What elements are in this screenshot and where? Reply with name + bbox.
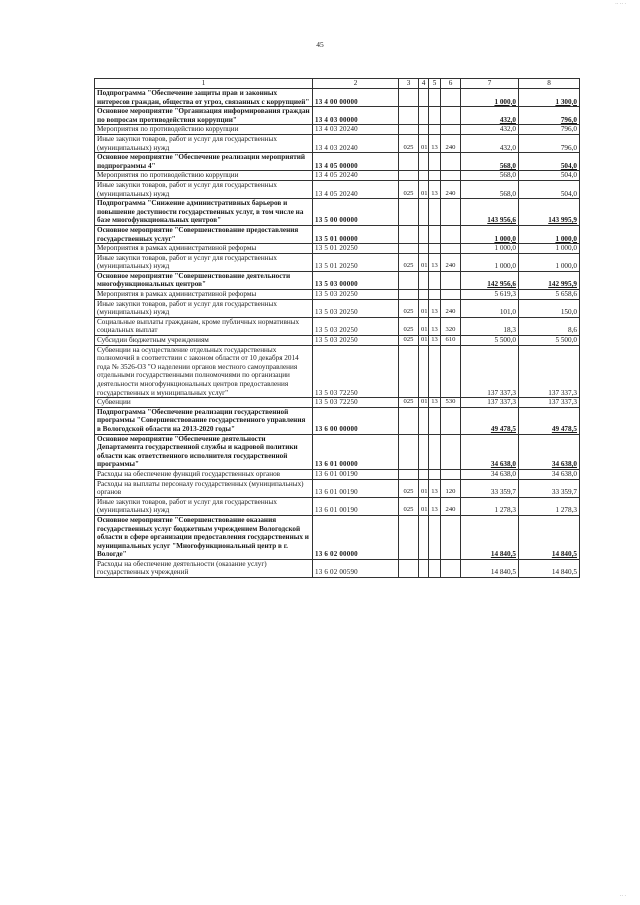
row-name-cell: Иные закупки товаров, работ и услуг для государственных (муниципальных) нужд (95, 253, 313, 271)
row-subsection-code-cell (429, 225, 441, 243)
row-amount-year2-cell: 33 359,7 (519, 479, 580, 497)
row-ministry-code-cell: 025 (399, 497, 419, 515)
row-amount-year2-cell: 1 000,0 (519, 244, 580, 254)
row-amount-year1-cell: 432,0 (461, 125, 519, 135)
row-amount-year1-cell: 1 000,0 (461, 244, 519, 254)
row-target-code-cell: 13 4 03 20240 (313, 125, 399, 135)
row-section-code-cell: 01 (419, 479, 429, 497)
table-row (95, 153, 580, 171)
row-ministry-code-cell: 025 (399, 299, 419, 317)
row-ministry-code-cell (399, 225, 419, 243)
row-ministry-code-cell (399, 171, 419, 181)
row-section-code-cell (419, 171, 429, 181)
row-amount-year2-cell: 5 500,0 (519, 336, 580, 346)
row-expense-type-cell (441, 89, 461, 107)
row-name-cell: Мероприятия в рамках административной реформы (95, 290, 313, 300)
row-amount-year2-cell: 137 337,3 (519, 345, 580, 398)
table-row (95, 134, 580, 152)
row-target-code-cell: 13 5 01 20250 (313, 244, 399, 254)
row-target-code-cell: 13 6 01 00000 (313, 434, 399, 469)
row-expense-type-cell (441, 244, 461, 254)
row-target-code-cell: 13 6 00 00000 (313, 407, 399, 434)
row-target-code-cell: 13 4 03 20240 (313, 134, 399, 152)
row-amount-year2-cell: 504,0 (519, 153, 580, 171)
table-row (95, 515, 580, 559)
row-amount-year1-cell: 101,0 (461, 299, 519, 317)
table-row (95, 125, 580, 135)
column-header: 2 (313, 79, 399, 89)
row-amount-year2-cell: 137 337,3 (519, 398, 580, 408)
row-ministry-code-cell: 025 (399, 398, 419, 408)
row-expense-type-cell (441, 225, 461, 243)
row-subsection-code-cell (429, 290, 441, 300)
row-amount-year2-cell: 1 300,0 (519, 89, 580, 107)
row-expense-type-cell (441, 271, 461, 289)
column-header: 1 (95, 79, 313, 89)
row-ministry-code-cell: 025 (399, 317, 419, 335)
row-expense-type-cell (441, 559, 461, 577)
row-subsection-code-cell: 13 (429, 180, 441, 198)
row-target-code-cell: 13 6 02 00590 (313, 559, 399, 577)
budget-table (94, 78, 580, 578)
row-subsection-code-cell (429, 199, 441, 226)
row-target-code-cell: 13 6 02 00000 (313, 515, 399, 559)
row-ministry-code-cell (399, 244, 419, 254)
row-expense-type-cell: 610 (441, 336, 461, 346)
row-name-cell: Основное мероприятие "Совершенствование оказания государственных услуг бюджетным учреждением Вологодской области в сфере организации предоставления государственных и муниципальных услуг "Многофункциональный центр в г. Вологде" (95, 515, 313, 559)
row-amount-year1-cell: 432,0 (461, 107, 519, 125)
table-row (95, 199, 580, 226)
row-name-cell: Мероприятия по противодействию коррупции (95, 171, 313, 181)
row-name-cell: Подпрограмма "Снижение административных барьеров и повышение доступности государственных услуг, в том числе на базе многофункциональных центров" (95, 199, 313, 226)
row-ministry-code-cell (399, 153, 419, 171)
column-header: 4 (419, 79, 429, 89)
row-ministry-code-cell: 025 (399, 253, 419, 271)
row-amount-year2-cell: 504,0 (519, 180, 580, 198)
row-section-code-cell: 01 (419, 497, 429, 515)
row-name-cell: Основное мероприятие "Обеспечение деятельности Департамента государственной службы и кадровой политики области как ответственного исполнителя государственной программы" (95, 434, 313, 469)
table-row (95, 171, 580, 181)
row-subsection-code-cell: 13 (429, 253, 441, 271)
row-name-cell: Иные закупки товаров, работ и услуг для государственных (муниципальных) нужд (95, 497, 313, 515)
row-subsection-code-cell (429, 244, 441, 254)
row-expense-type-cell: 320 (441, 317, 461, 335)
row-amount-year2-cell: 796,0 (519, 107, 580, 125)
row-name-cell: Субсидии бюджетным учреждениям (95, 336, 313, 346)
row-amount-year2-cell: 150,0 (519, 299, 580, 317)
row-target-code-cell: 13 5 03 20250 (313, 336, 399, 346)
row-expense-type-cell: 240 (441, 180, 461, 198)
row-expense-type-cell (441, 515, 461, 559)
row-amount-year2-cell: 1 000,0 (519, 253, 580, 271)
row-amount-year1-cell: 568,0 (461, 180, 519, 198)
row-expense-type-cell: 240 (441, 134, 461, 152)
row-expense-type-cell: 530 (441, 398, 461, 408)
row-ministry-code-cell (399, 515, 419, 559)
row-section-code-cell (419, 125, 429, 135)
row-expense-type-cell (441, 107, 461, 125)
row-subsection-code-cell: 13 (429, 299, 441, 317)
column-header: 8 (519, 79, 580, 89)
row-amount-year1-cell: 18,3 (461, 317, 519, 335)
row-subsection-code-cell (429, 345, 441, 398)
row-section-code-cell (419, 469, 429, 479)
row-ministry-code-cell (399, 290, 419, 300)
row-amount-year1-cell: 137 337,3 (461, 398, 519, 408)
row-section-code-cell (419, 271, 429, 289)
table-row (95, 345, 580, 398)
row-name-cell: Социальные выплаты гражданам, кроме публичных нормативных социальных выплат (95, 317, 313, 335)
row-section-code-cell (419, 290, 429, 300)
row-amount-year1-cell: 1 000,0 (461, 253, 519, 271)
header-row (95, 79, 580, 89)
table-row (95, 290, 580, 300)
row-ministry-code-cell (399, 107, 419, 125)
row-name-cell: Мероприятия в рамках административной реформы (95, 244, 313, 254)
row-amount-year2-cell: 14 840,5 (519, 515, 580, 559)
row-amount-year1-cell: 143 956,6 (461, 199, 519, 226)
row-amount-year2-cell: 5 658,6 (519, 290, 580, 300)
row-section-code-cell (419, 345, 429, 398)
row-name-cell: Расходы на обеспечение деятельности (оказание услуг) государственных учреждений (95, 559, 313, 577)
table-row (95, 479, 580, 497)
row-name-cell: Расходы на выплаты персоналу государственных (муниципальных) органов (95, 479, 313, 497)
row-amount-year1-cell: 33 359,7 (461, 479, 519, 497)
row-name-cell: Подпрограмма "Обеспечение защиты прав и законных интересов граждан, общества от угроз, связанных с коррупцией" (95, 89, 313, 107)
row-subsection-code-cell (429, 407, 441, 434)
row-expense-type-cell: 240 (441, 497, 461, 515)
row-section-code-cell (419, 407, 429, 434)
row-expense-type-cell: 120 (441, 479, 461, 497)
row-amount-year1-cell: 137 337,3 (461, 345, 519, 398)
row-amount-year1-cell: 5 500,0 (461, 336, 519, 346)
row-section-code-cell: 01 (419, 253, 429, 271)
row-amount-year2-cell: 1 000,0 (519, 225, 580, 243)
row-name-cell: Основное мероприятие "Обеспечение реализации мероприятий подпрограммы 4" (95, 153, 313, 171)
row-amount-year1-cell: 49 478,5 (461, 407, 519, 434)
row-amount-year1-cell: 14 840,5 (461, 559, 519, 577)
row-expense-type-cell (441, 345, 461, 398)
table-row (95, 398, 580, 408)
row-target-code-cell: 13 5 00 00000 (313, 199, 399, 226)
row-subsection-code-cell: 13 (429, 134, 441, 152)
row-section-code-cell (419, 559, 429, 577)
row-subsection-code-cell: 13 (429, 479, 441, 497)
row-expense-type-cell (441, 407, 461, 434)
row-ministry-code-cell (399, 407, 419, 434)
row-target-code-cell: 13 5 03 00000 (313, 271, 399, 289)
row-section-code-cell: 01 (419, 134, 429, 152)
row-name-cell: Подпрограмма "Обеспечение реализации государственной программы "Совершенствование государственного управления в Вологодской области на 2013-2020 годы" (95, 407, 313, 434)
row-target-code-cell: 13 4 05 20240 (313, 180, 399, 198)
row-target-code-cell: 13 6 01 00190 (313, 497, 399, 515)
row-expense-type-cell (441, 290, 461, 300)
row-name-cell: Субвенции (95, 398, 313, 408)
table-row (95, 299, 580, 317)
row-section-code-cell: 01 (419, 180, 429, 198)
row-target-code-cell: 13 5 03 72250 (313, 398, 399, 408)
row-amount-year1-cell: 34 638,0 (461, 469, 519, 479)
row-subsection-code-cell (429, 171, 441, 181)
row-subsection-code-cell (429, 271, 441, 289)
table-row (95, 497, 580, 515)
row-amount-year2-cell: 143 995,9 (519, 199, 580, 226)
row-expense-type-cell: 240 (441, 253, 461, 271)
column-header: 7 (461, 79, 519, 89)
row-amount-year1-cell: 568,0 (461, 153, 519, 171)
table-row (95, 317, 580, 335)
row-section-code-cell (419, 225, 429, 243)
row-amount-year2-cell: 34 638,0 (519, 434, 580, 469)
row-section-code-cell (419, 434, 429, 469)
row-ministry-code-cell (399, 345, 419, 398)
row-section-code-cell: 01 (419, 317, 429, 335)
row-amount-year1-cell: 432,0 (461, 134, 519, 152)
row-name-cell: Иные закупки товаров, работ и услуг для государственных (муниципальных) нужд (95, 299, 313, 317)
row-target-code-cell: 13 4 05 00000 (313, 153, 399, 171)
row-target-code-cell: 13 5 03 72250 (313, 345, 399, 398)
row-section-code-cell (419, 107, 429, 125)
row-amount-year2-cell: 796,0 (519, 125, 580, 135)
row-amount-year2-cell: 49 478,5 (519, 407, 580, 434)
scan-corner-mark-bottom: ·· · (619, 894, 626, 899)
row-amount-year2-cell: 14 840,5 (519, 559, 580, 577)
row-expense-type-cell (441, 153, 461, 171)
row-target-code-cell: 13 5 03 20250 (313, 299, 399, 317)
row-target-code-cell: 13 5 03 20250 (313, 317, 399, 335)
row-name-cell: Основное мероприятие "Совершенствование предоставления государственных услуг" (95, 225, 313, 243)
row-subsection-code-cell (429, 559, 441, 577)
table-row (95, 244, 580, 254)
row-subsection-code-cell (429, 515, 441, 559)
row-target-code-cell: 13 4 05 20240 (313, 171, 399, 181)
column-header: 3 (399, 79, 419, 89)
row-ministry-code-cell (399, 89, 419, 107)
row-expense-type-cell (441, 125, 461, 135)
row-amount-year1-cell: 14 840,5 (461, 515, 519, 559)
row-name-cell: Иные закупки товаров, работ и услуг для государственных (муниципальных) нужд (95, 134, 313, 152)
row-target-code-cell: 13 4 00 00000 (313, 89, 399, 107)
row-amount-year2-cell: 1 278,3 (519, 497, 580, 515)
row-ministry-code-cell (399, 199, 419, 226)
row-section-code-cell (419, 199, 429, 226)
row-expense-type-cell (441, 434, 461, 469)
row-ministry-code-cell: 025 (399, 180, 419, 198)
row-ministry-code-cell: 025 (399, 336, 419, 346)
row-name-cell: Основное мероприятие "Совершенствование деятельности многофункциональных центров" (95, 271, 313, 289)
table-row (95, 180, 580, 198)
row-expense-type-cell: 240 (441, 299, 461, 317)
row-target-code-cell: 13 5 03 20250 (313, 290, 399, 300)
column-header: 5 (429, 79, 441, 89)
row-amount-year1-cell: 1 000,0 (461, 89, 519, 107)
page-number: 45 (316, 40, 324, 49)
row-section-code-cell: 01 (419, 398, 429, 408)
row-name-cell: Иные закупки товаров, работ и услуг для государственных (муниципальных) нужд (95, 180, 313, 198)
row-amount-year1-cell: 34 638,0 (461, 434, 519, 469)
table-row (95, 336, 580, 346)
column-header: 6 (441, 79, 461, 89)
row-section-code-cell (419, 515, 429, 559)
row-name-cell: Мероприятия по противодействию коррупции (95, 125, 313, 135)
row-amount-year2-cell: 504,0 (519, 171, 580, 181)
row-amount-year2-cell: 796,0 (519, 134, 580, 152)
row-name-cell: Субвенции на осуществление отдельных государственных полномочий в соответствии с законом области от 10 декабря 2014 года № 3526-ОЗ "О наделении органов местного самоуправления отдельными государственными полномочиями по организации деятельности многофункциональных центров предоставления государственных и муниципальных услуг" (95, 345, 313, 398)
row-subsection-code-cell: 13 (429, 336, 441, 346)
table-row (95, 89, 580, 107)
row-target-code-cell: 13 6 01 00190 (313, 479, 399, 497)
row-section-code-cell: 01 (419, 336, 429, 346)
row-amount-year2-cell: 8,6 (519, 317, 580, 335)
row-section-code-cell (419, 153, 429, 171)
table-row (95, 225, 580, 243)
row-ministry-code-cell (399, 434, 419, 469)
table-row (95, 559, 580, 577)
row-amount-year2-cell: 142 995,9 (519, 271, 580, 289)
row-subsection-code-cell (429, 107, 441, 125)
row-target-code-cell: 13 5 01 20250 (313, 253, 399, 271)
row-ministry-code-cell (399, 469, 419, 479)
table-row (95, 253, 580, 271)
row-ministry-code-cell (399, 125, 419, 135)
row-ministry-code-cell (399, 271, 419, 289)
row-expense-type-cell (441, 199, 461, 226)
table-row (95, 271, 580, 289)
row-subsection-code-cell (429, 153, 441, 171)
row-section-code-cell: 01 (419, 299, 429, 317)
row-name-cell: Расходы на обеспечение функций государственных органов (95, 469, 313, 479)
row-amount-year1-cell: 568,0 (461, 171, 519, 181)
table-row (95, 407, 580, 434)
row-section-code-cell (419, 89, 429, 107)
row-subsection-code-cell: 13 (429, 398, 441, 408)
row-target-code-cell: 13 5 01 00000 (313, 225, 399, 243)
row-subsection-code-cell (429, 89, 441, 107)
row-subsection-code-cell (429, 434, 441, 469)
row-expense-type-cell (441, 171, 461, 181)
table-row (95, 107, 580, 125)
row-amount-year2-cell: 34 638,0 (519, 469, 580, 479)
row-subsection-code-cell (429, 469, 441, 479)
row-name-cell: Основное мероприятие "Организация информирования граждан по вопросам противодействия коррупции" (95, 107, 313, 125)
row-amount-year1-cell: 1 278,3 (461, 497, 519, 515)
scan-corner-mark-top: ·· ·· · (615, 2, 626, 7)
row-ministry-code-cell: 025 (399, 134, 419, 152)
row-ministry-code-cell: 025 (399, 479, 419, 497)
row-subsection-code-cell: 13 (429, 497, 441, 515)
row-expense-type-cell (441, 469, 461, 479)
table-row (95, 434, 580, 469)
row-subsection-code-cell: 13 (429, 317, 441, 335)
table-row (95, 469, 580, 479)
row-amount-year1-cell: 5 619,3 (461, 290, 519, 300)
row-section-code-cell (419, 244, 429, 254)
row-target-code-cell: 13 6 01 00190 (313, 469, 399, 479)
row-target-code-cell: 13 4 03 00000 (313, 107, 399, 125)
row-ministry-code-cell (399, 559, 419, 577)
row-subsection-code-cell (429, 125, 441, 135)
row-amount-year1-cell: 1 000,0 (461, 225, 519, 243)
row-amount-year1-cell: 142 956,6 (461, 271, 519, 289)
